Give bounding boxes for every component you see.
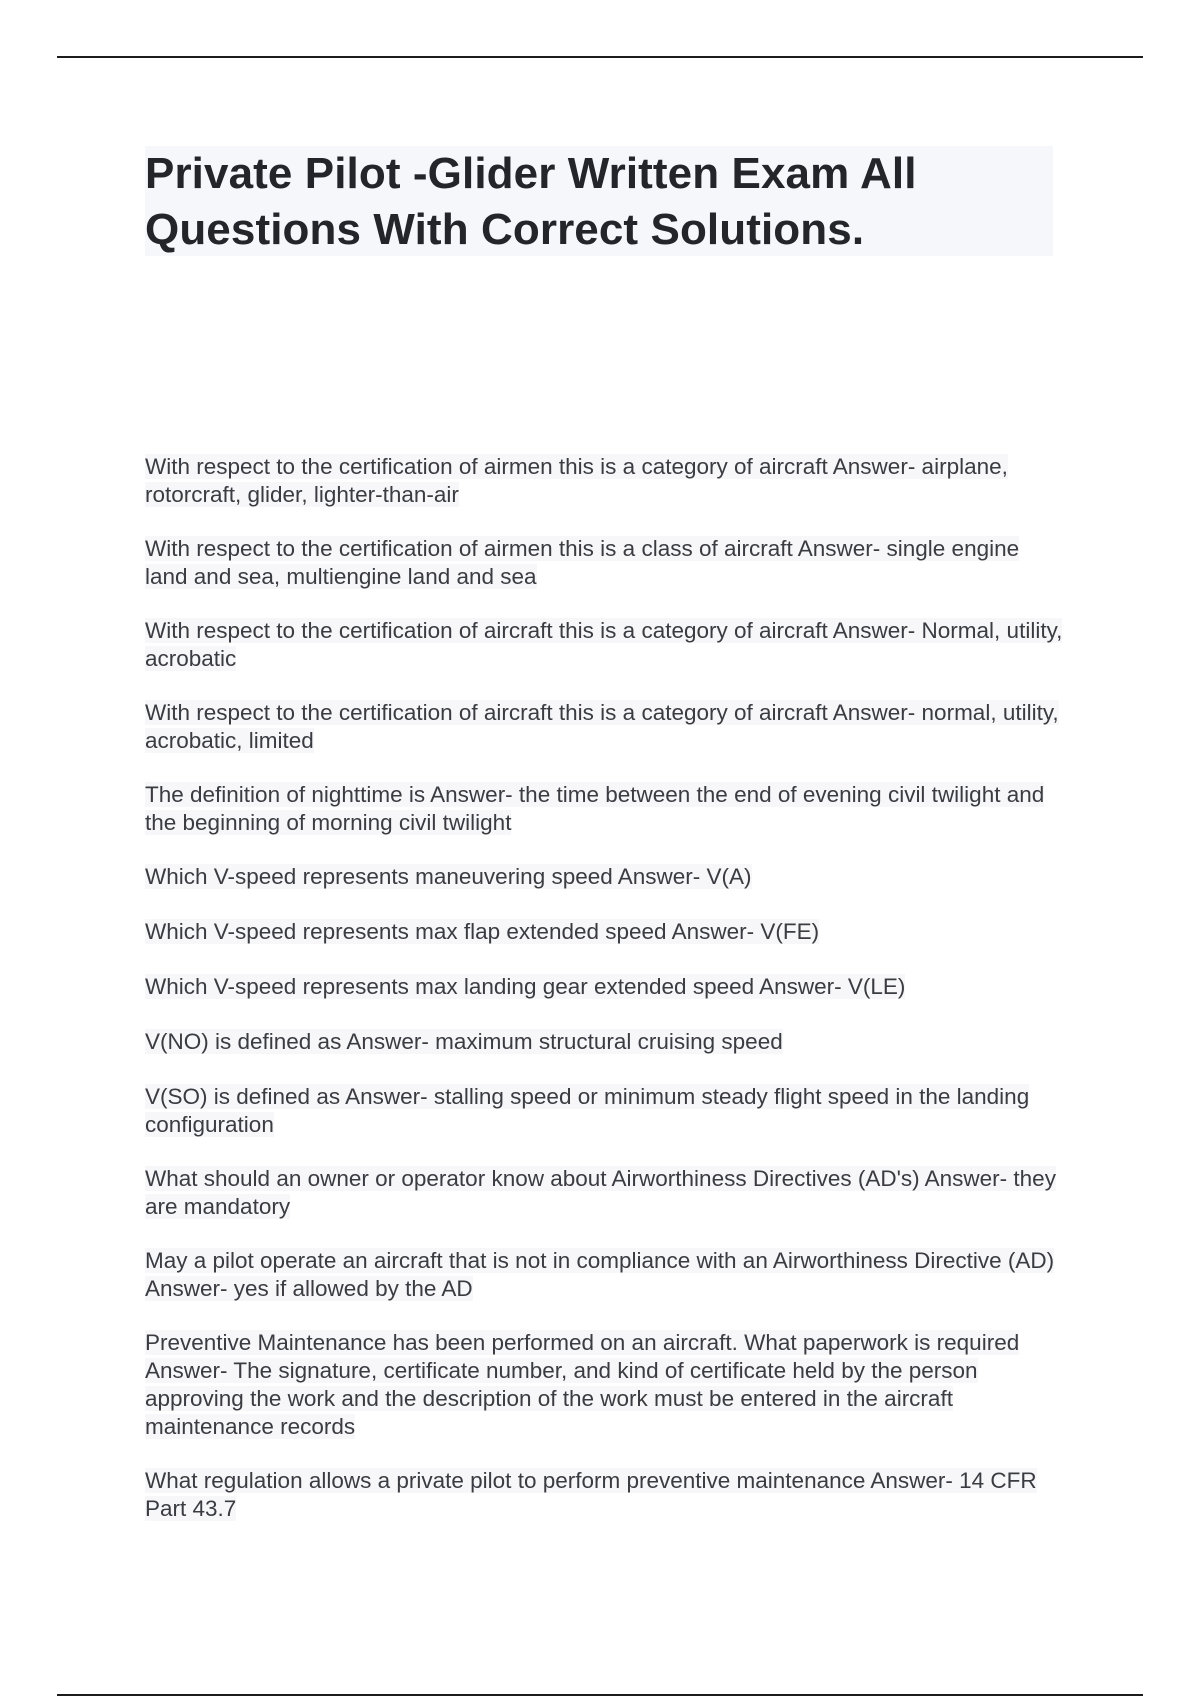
qa-item-4 (145, 699, 1065, 755)
qa-item-5 (145, 781, 1065, 837)
qa-text: With respect to the certification of airmen this is a class of aircraft Answer- single engine land and sea, multiengine land and sea (145, 536, 1020, 589)
qa-item-13 (145, 1329, 1065, 1441)
qa-item-11 (145, 1165, 1065, 1221)
qa-item-10 (145, 1083, 1065, 1139)
qa-text: What should an owner or operator know about Airworthiness Directives (AD's) Answer- they are mandatory (145, 1166, 1056, 1219)
qa-text: With respect to the certification of aircraft this is a category of aircraft Answer- normal, utility, acrobatic, limited (145, 700, 1059, 753)
title-block (145, 146, 1053, 256)
qa-item-1 (145, 453, 1065, 509)
qa-text: V(SO) is defined as Answer- stalling speed or minimum steady flight speed in the landing configuration (145, 1084, 1030, 1137)
footer-rule (57, 1694, 1143, 1696)
qa-item-6 (145, 863, 1065, 891)
qa-item-9 (145, 1028, 1065, 1056)
qa-item-3 (145, 617, 1065, 673)
qa-text: Which V-speed represents max flap extended speed Answer- V(FE) (145, 919, 820, 944)
qa-text: With respect to the certification of airmen this is a category of aircraft Answer- airplane, rotorcraft, glider, lighter-than-air (145, 454, 1008, 507)
qa-item-8 (145, 973, 1065, 1001)
qa-text: Preventive Maintenance has been performed on an aircraft. What paperwork is required Answer- The signature, certificate number, and kind of certificate held by the person approving the work and the description of the work must be entered in the aircraft maintenance records (145, 1330, 1020, 1439)
qa-text: V(NO) is defined as Answer- maximum structural cruising speed (145, 1029, 783, 1054)
qa-text: Which V-speed represents maneuvering speed Answer- V(A) (145, 864, 752, 889)
page-title: Private Pilot -Glider Written Exam All Questions With Correct Solutions. (145, 149, 917, 254)
qa-list (145, 453, 1065, 1549)
qa-item-2 (145, 535, 1065, 591)
qa-text: May a pilot operate an aircraft that is not in compliance with an Airworthiness Directive (AD) Answer- yes if allowed by the AD (145, 1248, 1055, 1301)
qa-item-14 (145, 1467, 1065, 1523)
qa-item-12 (145, 1247, 1065, 1303)
qa-text: With respect to the certification of aircraft this is a category of aircraft Answer- Normal, utility, acrobatic (145, 618, 1063, 671)
qa-item-7 (145, 918, 1065, 946)
header-rule (57, 56, 1143, 58)
qa-text: The definition of nighttime is Answer- the time between the end of evening civil twilight and the beginning of morning civil twilight (145, 782, 1045, 835)
qa-text: Which V-speed represents max landing gear extended speed Answer- V(LE) (145, 974, 906, 999)
qa-text: What regulation allows a private pilot to perform preventive maintenance Answer- 14 CFR Part 43.7 (145, 1468, 1037, 1521)
